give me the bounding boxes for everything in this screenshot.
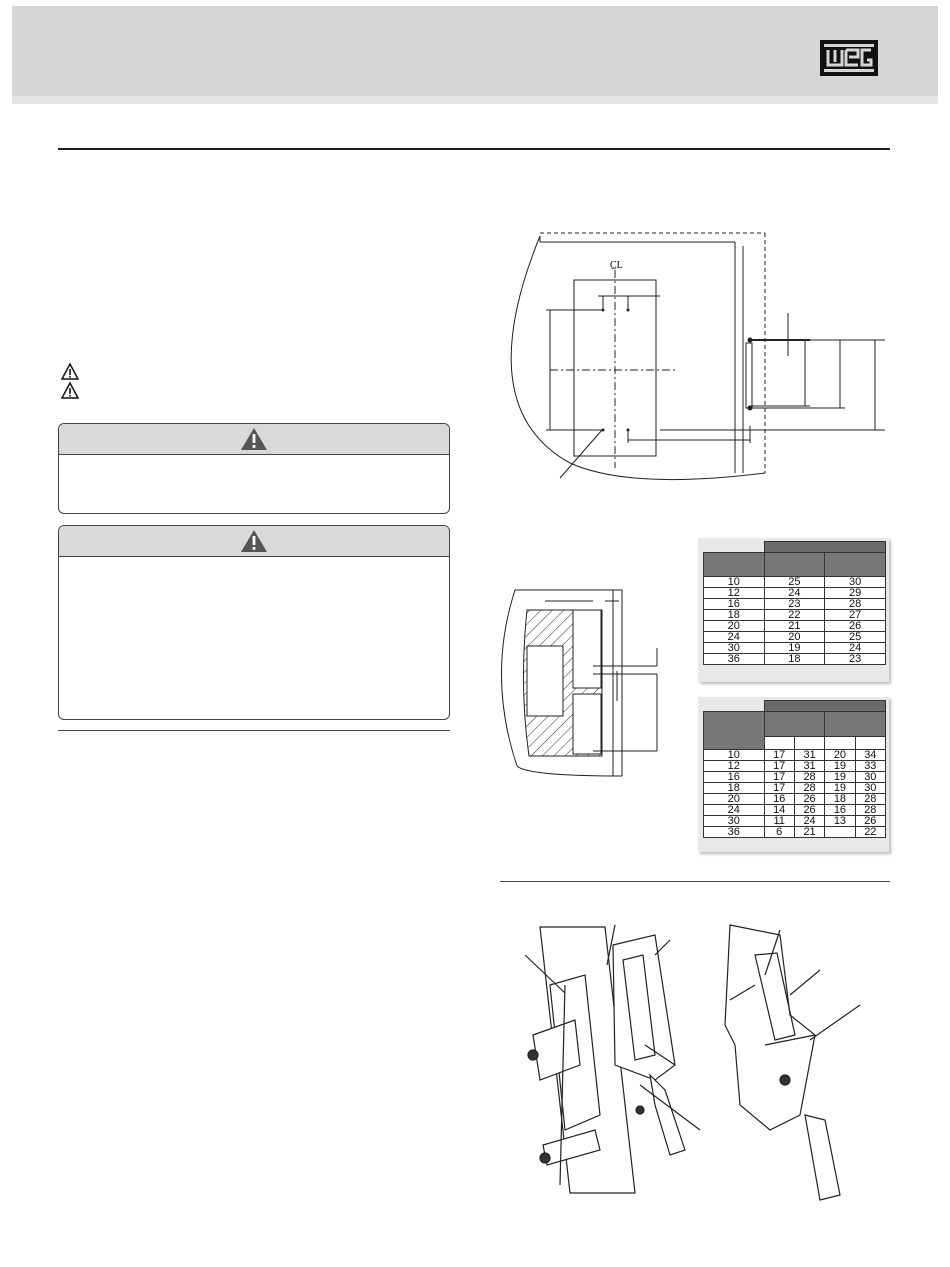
table-row: 10 25 30 xyxy=(704,577,886,588)
table-row: 36 6 21 22 xyxy=(704,827,886,838)
top-rule xyxy=(58,148,890,150)
table-row: 20 16 26 18 28 xyxy=(704,794,886,805)
mounting-hole-diagram xyxy=(510,228,900,490)
table-row: 18 17 28 19 30 xyxy=(704,783,886,794)
spec-table-a-grid xyxy=(703,541,886,665)
warning-triangle-icon xyxy=(60,362,80,382)
table-row: 24 20 25 xyxy=(704,632,886,643)
section-rule xyxy=(500,881,890,882)
hinge-assembly-diagram xyxy=(515,915,875,1205)
table-row: 16 17 28 19 30 xyxy=(704,772,886,783)
table-row: 12 24 29 xyxy=(704,588,886,599)
centerline-label: C̲L xyxy=(610,260,623,271)
table-row: 16 23 28 xyxy=(704,599,886,610)
spec-table-a xyxy=(698,538,889,682)
warning-box-header xyxy=(59,526,449,557)
spec-table-b xyxy=(698,697,889,852)
weg-logo xyxy=(820,40,878,76)
table-row: 18 22 27 xyxy=(704,610,886,621)
cutout-diagram xyxy=(497,586,667,786)
table-row: 30 11 24 13 26 xyxy=(704,816,886,827)
table-row: 36 18 23 xyxy=(704,654,886,665)
table-row: 10 17 31 20 34 xyxy=(704,750,886,761)
header-strip xyxy=(12,96,938,104)
warning-box-1 xyxy=(58,423,450,514)
warning-box-2 xyxy=(58,525,450,720)
section-rule xyxy=(58,730,450,731)
danger-icon xyxy=(240,529,268,553)
warning-box-header xyxy=(59,424,449,455)
table-row: 30 19 24 xyxy=(704,643,886,654)
table-row: 12 17 31 19 33 xyxy=(704,761,886,772)
table-row: 20 21 26 xyxy=(704,621,886,632)
spec-table-b-grid xyxy=(703,700,886,838)
danger-icon xyxy=(240,427,268,451)
warning-triangle-icon xyxy=(60,381,80,401)
table-row: 24 14 26 16 28 xyxy=(704,805,886,816)
header-band xyxy=(12,6,938,96)
